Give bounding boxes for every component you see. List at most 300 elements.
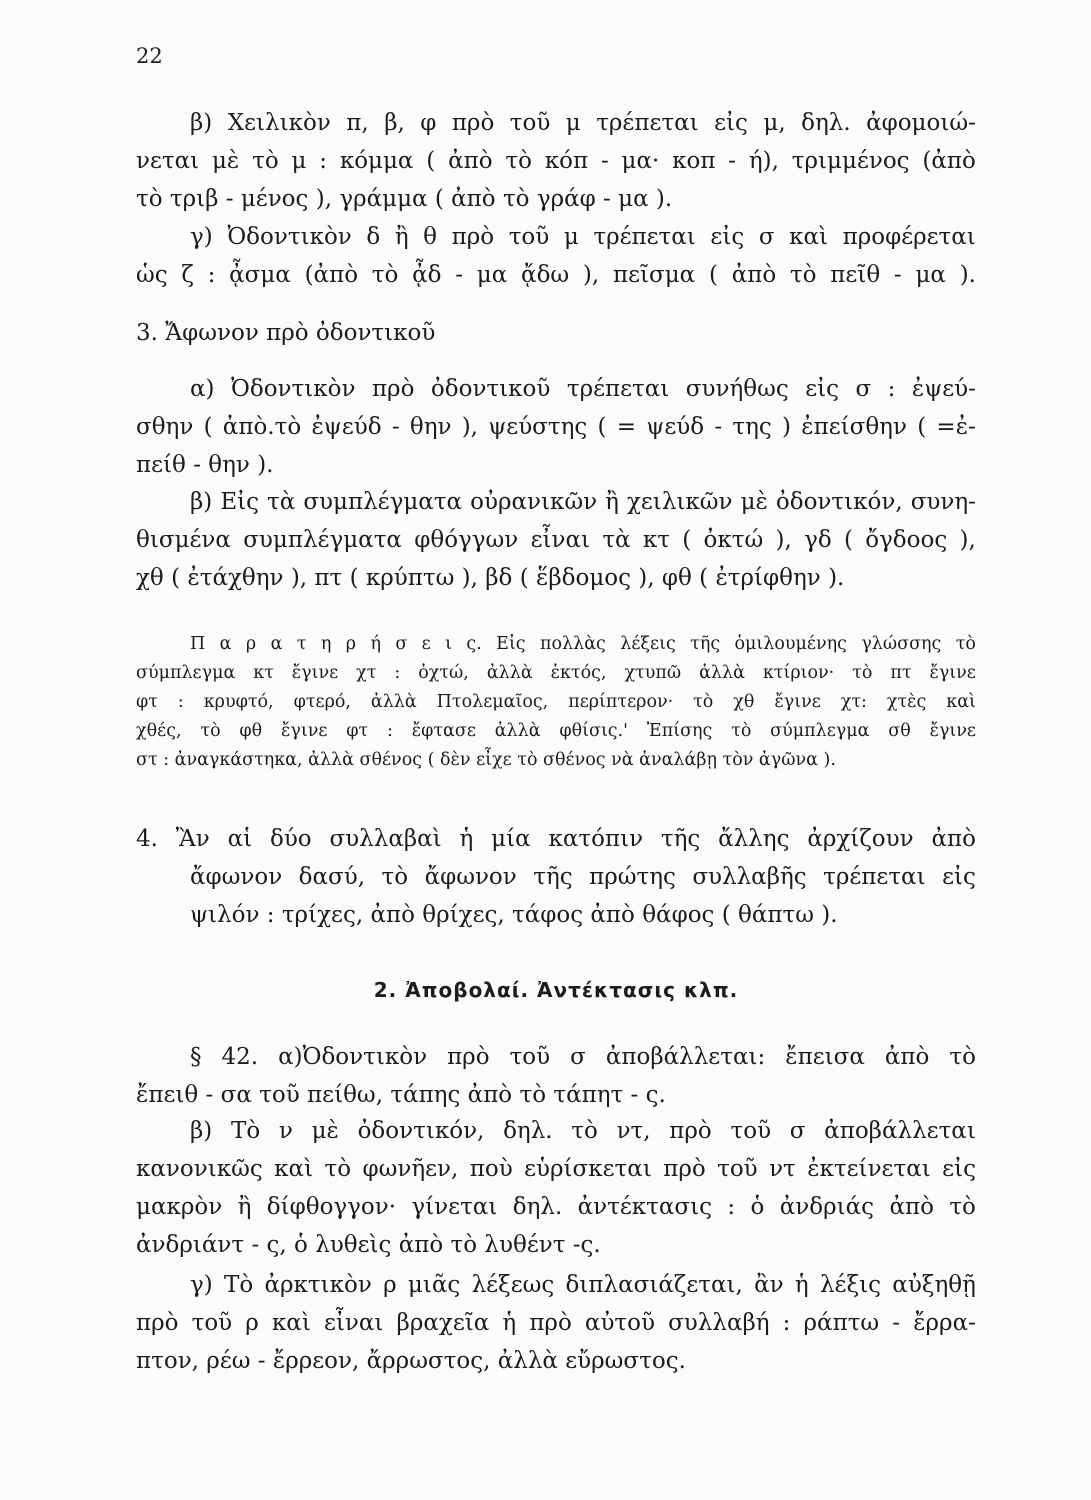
word: μία xyxy=(491,826,531,852)
text-line xyxy=(136,1304,976,1342)
word: ἐκτείνεται xyxy=(807,1156,931,1182)
word: τὸ xyxy=(949,1044,976,1070)
word: συλλαβή xyxy=(668,1310,770,1336)
word: τῆς xyxy=(660,826,701,852)
word: δηλ. xyxy=(801,110,851,136)
word: ( xyxy=(917,414,927,440)
word: ἀπὸ xyxy=(931,826,976,852)
word: καὶ xyxy=(946,692,976,712)
word: αἱ xyxy=(227,826,253,852)
word: - xyxy=(728,148,737,174)
text-line: τὸ τριβ - μένος ), γράμμα ( ἀπὸ τὸ γράφ - μα ). xyxy=(136,186,673,212)
word: Ὀδοντικὸν xyxy=(230,376,356,402)
word: ἡ xyxy=(459,826,474,852)
word: τρέπεται xyxy=(566,376,670,402)
word: χτυπῶ xyxy=(624,663,682,683)
text-line xyxy=(136,142,976,180)
word: ἔφτασε xyxy=(411,721,476,741)
word: τρέπεται xyxy=(823,864,926,890)
word: λέξεις xyxy=(620,634,676,654)
word: φτ xyxy=(346,721,369,741)
word: ( xyxy=(708,262,718,288)
word: πρὸ xyxy=(447,1044,490,1070)
word: ἔρρα- xyxy=(913,1310,976,1336)
word: μὲ xyxy=(740,489,768,515)
word: μα xyxy=(915,262,946,288)
remark-line xyxy=(136,659,976,688)
word: πρὸ xyxy=(136,1310,179,1336)
word: δύο xyxy=(269,826,312,852)
word: ( xyxy=(843,527,853,553)
word: Ἐπίσης xyxy=(646,721,713,741)
word: εἶναι xyxy=(323,1310,384,1336)
word: δασύ, xyxy=(298,864,366,890)
text-line xyxy=(136,1150,976,1188)
word: ρ xyxy=(383,1272,397,1298)
word: π, xyxy=(346,110,369,136)
word: πεῖθ xyxy=(830,262,881,288)
text-line xyxy=(136,218,976,256)
word: πρώτης xyxy=(589,864,676,890)
word: : xyxy=(319,148,327,174)
word: Ἂν xyxy=(175,826,210,852)
text-line xyxy=(136,483,976,521)
word: προφέρεται xyxy=(842,224,976,250)
word: γ) xyxy=(190,1272,213,1298)
word: - xyxy=(455,262,464,288)
word: σθην xyxy=(136,414,194,440)
word: ρ xyxy=(245,634,257,654)
text-line: πτον, ρέω - ἔρρεον, ἄρρωστος, ἀλλὰ εὔρωστος. xyxy=(136,1348,686,1374)
word: πτ xyxy=(890,663,912,683)
word: δίφθογγον· xyxy=(266,1194,397,1220)
word: σ xyxy=(789,1118,806,1144)
word: συμπλέγματα xyxy=(243,527,402,553)
word: ἀπὸ xyxy=(448,148,493,174)
word: μ, xyxy=(763,110,786,136)
word: πρὸ xyxy=(451,110,495,136)
word: τῆς xyxy=(533,864,573,890)
word: μ xyxy=(291,148,307,174)
page-number: 22 xyxy=(136,44,163,68)
word: φθ xyxy=(239,721,263,741)
word: : xyxy=(727,1194,736,1220)
word: κόμμα xyxy=(339,148,414,174)
word: μα· xyxy=(621,148,660,174)
word: ἄφωνον xyxy=(424,864,517,890)
word: ὁ xyxy=(750,1194,765,1220)
word: διπλασιάζεται, xyxy=(565,1272,743,1298)
section-heading-apovolai: 2. Ἀποβολαί. Ἀντέκτασις κλπ. xyxy=(373,978,739,1002)
word: Πτολεμαῖος, xyxy=(436,692,549,712)
word: ι xyxy=(445,634,453,654)
word: (ἀπὸ xyxy=(922,148,976,174)
word: - xyxy=(893,262,902,288)
word: πολλὰς xyxy=(540,634,606,654)
text-line: χθ ( ἐτάχθην ), πτ ( κρύπτω ), βδ ( ἕβδομος ), φθ ( ἐτρίφθην ). xyxy=(136,565,845,591)
word: ζ xyxy=(181,262,194,288)
word: τὸ xyxy=(200,721,221,741)
word: β) xyxy=(190,110,213,136)
word: - xyxy=(892,1310,901,1336)
word: ἔγινε xyxy=(774,692,821,712)
word: ἔγινε xyxy=(929,663,976,683)
word: γδ xyxy=(804,527,832,553)
text-line: ἔπειθ - σα τοῦ πείθω, τάπης ἀπὸ τὸ τάπητ - ς. xyxy=(136,1082,666,1108)
text-line xyxy=(136,858,976,896)
word: θ xyxy=(423,224,438,250)
word: ἐκτός, xyxy=(550,663,607,683)
word: θισμένα xyxy=(136,527,231,553)
section-3-title: 3. Ἄφωνον πρὸ ὀδοντικοῦ xyxy=(136,320,436,346)
word: =ἐ- xyxy=(936,414,976,440)
word: α xyxy=(219,634,232,654)
word: ( xyxy=(203,414,213,440)
word: ( xyxy=(426,148,436,174)
word: ὀδοντικόν, xyxy=(357,1118,485,1144)
word: ἀλλὰ xyxy=(486,663,533,683)
word: ), xyxy=(775,527,792,553)
word: ἔγινε xyxy=(281,721,328,741)
word: τοῦ xyxy=(509,110,551,136)
word: ( xyxy=(682,527,692,553)
word: ράπτω xyxy=(803,1310,880,1336)
word: κτ xyxy=(642,527,670,553)
word: πρὸ xyxy=(529,1310,572,1336)
word: ᾆδ xyxy=(412,262,442,288)
word: ἔγινε xyxy=(291,663,339,683)
word: σύμπλεγμα xyxy=(136,663,236,683)
word: τὸ xyxy=(324,1156,352,1182)
word: κανονικῶς xyxy=(136,1156,263,1182)
word: συμπλέγματα xyxy=(303,489,463,515)
word: πρὸ xyxy=(371,376,415,402)
word: ἐψεύ- xyxy=(911,376,976,402)
word: ἐπείσθην xyxy=(801,414,907,440)
text-line xyxy=(136,370,976,408)
word: α) xyxy=(190,376,215,402)
word: πρὸ xyxy=(669,1118,712,1144)
word: ἢ xyxy=(605,489,619,515)
word: ὀδοντικοῦ xyxy=(430,376,551,402)
paragraph-4 xyxy=(136,820,976,934)
word: ἀντέκτασις xyxy=(577,1194,713,1220)
word: ὄγδοος xyxy=(865,527,948,553)
word: α xyxy=(270,634,283,654)
word: ἢ xyxy=(237,1194,252,1220)
word: αὐτοῦ xyxy=(584,1310,655,1336)
word: η xyxy=(320,634,332,654)
paragraph-42-beta xyxy=(136,1112,976,1264)
word: εἶναι xyxy=(530,527,591,553)
word: φθίσις.' xyxy=(559,721,628,741)
word: (ἀπὸ xyxy=(304,262,359,288)
word: ἡ xyxy=(502,1310,517,1336)
text-line: ἀνδριάντ - ς, ὁ λυθεὶς ἀπὸ τὸ λυθέντ -ς. xyxy=(136,1232,601,1258)
word: τ xyxy=(296,634,307,654)
text-line xyxy=(136,104,976,142)
word: νεται xyxy=(136,148,200,174)
word: τοῦ xyxy=(508,224,550,250)
word: φθόγγων xyxy=(414,527,519,553)
word: πρὸ xyxy=(451,224,495,250)
text-line xyxy=(136,408,976,446)
word: φωνῆεν, xyxy=(362,1156,459,1182)
remark-line xyxy=(136,688,976,717)
word: Π xyxy=(190,634,206,654)
word: ἀποβάλλεται xyxy=(824,1118,976,1144)
word: β) xyxy=(190,1118,213,1144)
word: ὀχτώ, xyxy=(418,663,469,683)
word: γίνεται xyxy=(411,1194,498,1220)
word: εἰς xyxy=(942,1156,976,1182)
word: Τὸ xyxy=(224,1272,254,1298)
word: κτ xyxy=(253,663,274,683)
text-line xyxy=(136,1266,976,1304)
word: μὲ xyxy=(211,148,240,174)
word: κτίριον· xyxy=(762,663,835,683)
word: πρὸ xyxy=(663,1156,706,1182)
word: συνήθως xyxy=(685,376,789,402)
word: ἀλλὰ xyxy=(494,721,541,741)
word: φ xyxy=(420,110,437,136)
word: βραχεῖα xyxy=(396,1310,490,1336)
word: τὸ xyxy=(731,721,752,741)
word: καὶ xyxy=(789,224,829,250)
word: ή xyxy=(370,634,381,654)
word: λέξεως xyxy=(471,1272,555,1298)
word: ὀδοντικόν, xyxy=(775,489,903,515)
word: Εἰς xyxy=(220,489,260,515)
word: πεῖσμα xyxy=(612,262,696,288)
word: τὰ xyxy=(267,489,296,515)
word: εὑρίσκεται xyxy=(524,1156,652,1182)
word: ρ xyxy=(245,1310,259,1336)
word: ντ, xyxy=(616,1118,651,1144)
word: ὁμιλουμένης xyxy=(734,634,847,654)
word: τὸ xyxy=(949,1194,976,1220)
word: χτ xyxy=(356,663,377,683)
text-line xyxy=(136,1188,976,1226)
word: κατόπιν xyxy=(548,826,644,852)
word: χτ: xyxy=(840,692,867,712)
remark-line: στ : ἀναγκάστηκα, ἀλλὰ σθένος ( δὲν εἶχε τὸ σθένος νὰ ἀναλάβῃ τὸν ἀγῶνα ). xyxy=(136,750,836,770)
word: δηλ. xyxy=(512,1194,563,1220)
word: τὰ xyxy=(602,527,631,553)
word: σύμπλεγμα xyxy=(770,721,870,741)
text-line: ψιλόν : τρίχες, ἀπὸ θρίχες, τάφος ἀπὸ θάφος ( θάπτω ). xyxy=(190,902,838,928)
word: σ xyxy=(758,224,775,250)
word: οὐρανικῶν xyxy=(470,489,598,515)
word: : xyxy=(177,692,184,712)
word: Τὸ xyxy=(230,1118,261,1144)
word: ή), xyxy=(748,148,779,174)
word: γλώσσης xyxy=(861,634,942,654)
text-line xyxy=(136,256,976,294)
word: χτὲς xyxy=(886,692,927,712)
word: μακρὸν xyxy=(136,1194,223,1220)
word: κοπ xyxy=(672,148,716,174)
text-line xyxy=(136,1112,976,1150)
word: τοῦ xyxy=(730,1118,772,1144)
word: ἄφωνον xyxy=(190,864,283,890)
word: ἀφομοιώ- xyxy=(866,110,976,136)
word: Εἰς xyxy=(496,634,526,654)
word: τῆς xyxy=(690,634,721,654)
word: αὐξηθῇ xyxy=(892,1272,976,1298)
text-line xyxy=(136,521,976,559)
word: ). xyxy=(959,262,976,288)
word: ς. xyxy=(466,634,482,654)
word: ), xyxy=(461,414,478,440)
word: α)Ὀδοντικὸν xyxy=(278,1044,428,1070)
word: ᾄδω xyxy=(521,262,570,288)
word: ρ xyxy=(345,634,357,654)
word: ἢ xyxy=(394,224,409,250)
word: εἰς xyxy=(942,864,976,890)
word: δ xyxy=(366,224,381,250)
word: ἐψεύδ xyxy=(311,414,382,440)
word: : xyxy=(207,262,216,288)
word: ἄλλης xyxy=(718,826,790,852)
word: ντ xyxy=(769,1156,796,1182)
paragraph-beta-labials xyxy=(136,104,976,218)
word: 4. xyxy=(136,826,158,852)
word: Ὀδοντικὸν xyxy=(227,224,352,250)
text-line: πείθ - θην ). xyxy=(136,452,274,478)
word: § xyxy=(190,1044,202,1070)
word: φτερό, xyxy=(293,692,351,712)
word: ἔγινε xyxy=(929,721,976,741)
word: τὸ xyxy=(252,148,279,174)
word: ἀποβάλλεται: xyxy=(605,1044,766,1070)
word: συλλαβαὶ xyxy=(329,826,442,852)
word: β) xyxy=(190,489,213,515)
word: ἀπὸ xyxy=(731,262,777,288)
word: μ xyxy=(565,110,581,136)
word: συνη- xyxy=(910,489,976,515)
remarks-block xyxy=(136,630,976,775)
word: ψεύδ xyxy=(646,414,705,440)
word: τρέπεται xyxy=(593,224,696,250)
word: : xyxy=(782,1310,791,1336)
word: - xyxy=(714,414,723,440)
word: ), xyxy=(582,262,600,288)
word: ἀνδριάς xyxy=(779,1194,875,1220)
word: β, xyxy=(384,110,405,136)
word: ε xyxy=(421,634,431,654)
word: μ xyxy=(563,224,579,250)
word: : xyxy=(394,663,401,683)
word: καὶ xyxy=(271,1310,311,1336)
word: ) xyxy=(782,414,791,440)
word: μὲ xyxy=(311,1118,339,1144)
word: θην xyxy=(409,414,452,440)
word: χθ xyxy=(733,692,755,712)
word: συλλαβῆς xyxy=(692,864,807,890)
word: : xyxy=(387,721,393,741)
word: καὶ xyxy=(274,1156,314,1182)
word: τρέπεται xyxy=(596,110,699,136)
remark-line xyxy=(136,717,976,746)
paragraph-42-alpha xyxy=(136,1038,976,1114)
word: κόπ xyxy=(544,148,589,174)
word: = xyxy=(616,414,637,440)
word: μα xyxy=(476,262,508,288)
word: : xyxy=(887,376,896,402)
word: ἀλλὰ xyxy=(699,663,745,683)
word: ἀρχίζουν xyxy=(807,826,914,852)
word: τὸ xyxy=(571,1118,598,1144)
word: ἀπὸ xyxy=(884,1044,930,1070)
word: γ) xyxy=(190,224,213,250)
word: σ xyxy=(395,634,408,654)
text-line xyxy=(136,820,976,858)
remark-line xyxy=(136,630,976,659)
word: τριμμένος xyxy=(791,148,910,174)
word: - xyxy=(391,414,400,440)
text-line xyxy=(136,1038,976,1076)
word: ἀρκτικὸν xyxy=(264,1272,372,1298)
word: περίπτερον· xyxy=(568,692,674,712)
word: εἰς xyxy=(805,376,840,402)
word: 42. xyxy=(221,1044,259,1070)
word: τοῦ xyxy=(509,1044,551,1070)
word: της xyxy=(732,414,772,440)
paragraph-42-gamma xyxy=(136,1266,976,1380)
word: λέξις xyxy=(819,1272,882,1298)
word: σθ xyxy=(888,721,911,741)
word: ὡς xyxy=(136,262,168,288)
word: ἂν xyxy=(754,1272,784,1298)
word: ἔπεισα xyxy=(785,1044,865,1070)
word: τὸ xyxy=(693,692,714,712)
word: ἀπὸ xyxy=(889,1194,934,1220)
word: κρυφτό, xyxy=(203,692,274,712)
word: εἰς xyxy=(710,224,745,250)
word: τὸ xyxy=(381,864,409,890)
word: ἡ xyxy=(794,1272,809,1298)
word: ᾆσμα xyxy=(229,262,291,288)
word: τὸ xyxy=(789,262,817,288)
word: χειλικῶν xyxy=(626,489,733,515)
word: ψεύστης xyxy=(488,414,588,440)
word: τοῦ xyxy=(191,1310,233,1336)
word: ν xyxy=(278,1118,293,1144)
word: - xyxy=(600,148,609,174)
word: τὸ xyxy=(505,148,532,174)
word: ποὺ xyxy=(469,1156,513,1182)
word: σ xyxy=(570,1044,586,1070)
word: ἀλλὰ xyxy=(370,692,417,712)
paragraph-alpha-section3 xyxy=(136,370,976,484)
word: ( xyxy=(597,414,607,440)
word: εἰς xyxy=(714,110,748,136)
word: τοῦ xyxy=(717,1156,758,1182)
word: τὸ xyxy=(955,634,976,654)
word: ), xyxy=(959,527,976,553)
word: τὸ xyxy=(852,663,873,683)
word: τὸ xyxy=(371,262,399,288)
word: χθές, xyxy=(136,721,182,741)
word: δηλ. xyxy=(503,1118,553,1144)
word: φτ xyxy=(136,692,158,712)
word: Χειλικὸν xyxy=(227,110,331,136)
word: σ xyxy=(855,376,872,402)
paragraph-beta-section3 xyxy=(136,483,976,597)
paragraph-gamma-dentals xyxy=(136,218,976,294)
word: μιᾶς xyxy=(407,1272,461,1298)
